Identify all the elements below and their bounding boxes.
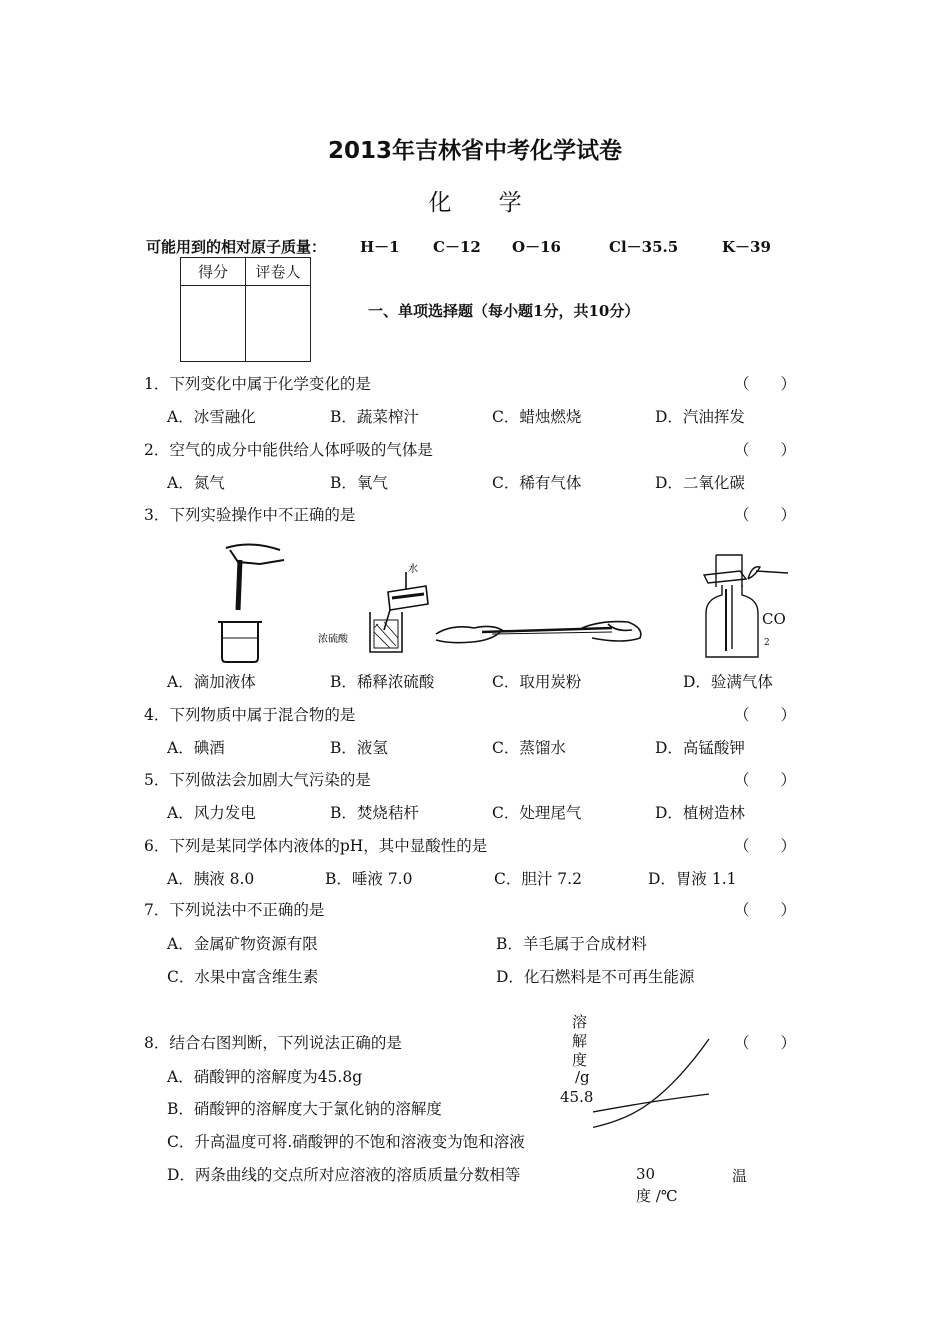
question-5-answer-paren[interactable]: （ ） xyxy=(734,771,797,789)
question-4-option-d[interactable]: D．高锰酸钾 xyxy=(655,739,745,757)
acid-label: 浓硫酸 xyxy=(318,634,348,645)
question-7-answer-paren[interactable]: （ ） xyxy=(734,901,797,919)
series-kno3-line xyxy=(593,1039,709,1127)
question-8-stem: 8．结合右图判断，下列说法正确的是 xyxy=(144,1034,402,1052)
question-3-option-a[interactable]: A．滴加液体 xyxy=(167,673,256,691)
question-8-option-c[interactable]: C．升高温度可将.硝酸钾的不饱和溶液变为饱和溶液 xyxy=(167,1133,525,1151)
question-7-option-b[interactable]: B．羊毛属于合成材料 xyxy=(496,935,647,953)
question-8-option-b[interactable]: B．硝酸钾的溶解度大于氯化钠的溶解度 xyxy=(167,1100,442,1118)
question-5-option-a[interactable]: A．风力发电 xyxy=(167,804,256,822)
atomic-mass-k: K－39 xyxy=(722,238,771,256)
atomic-mass-o: O－16 xyxy=(512,238,561,256)
question-8-option-d[interactable]: D．两条曲线的交点所对应溶液的溶质质量分数相等 xyxy=(167,1166,521,1184)
question-1-option-b[interactable]: B．蔬菜榨汁 xyxy=(330,408,419,426)
atomic-mass-c: C－12 xyxy=(433,238,481,256)
question-2-option-b[interactable]: B．氧气 xyxy=(330,474,388,492)
chart-x-tick-label: 30 xyxy=(636,1165,656,1183)
question-5-stem: 5．下列做法会加剧大气污染的是 xyxy=(144,771,371,789)
grader-cell[interactable] xyxy=(246,286,311,362)
water-label: 水 xyxy=(408,564,418,575)
question-5-option-d[interactable]: D．植树造林 xyxy=(655,804,745,822)
question-1-stem: 1．下列变化中属于化学变化的是 xyxy=(144,375,371,393)
question-7-option-d[interactable]: D．化石燃料是不可再生能源 xyxy=(496,968,695,986)
question-6-answer-paren[interactable]: （ ） xyxy=(734,837,797,855)
question-6-stem: 6．下列是某同学体内液体的pH，其中显酸性的是 xyxy=(144,837,488,855)
question-6-option-b[interactable]: B．唾液 7.0 xyxy=(325,870,413,888)
question-7-stem: 7．下列说法中不正确的是 xyxy=(144,901,325,919)
chart-xlabel-2: 度 /℃ xyxy=(636,1187,678,1205)
series-nacl-line xyxy=(593,1094,709,1112)
grader-header: 评卷人 xyxy=(246,258,311,286)
question-3-option-d[interactable]: D．验满气体 xyxy=(683,673,773,691)
question-1-option-c[interactable]: C．蜡烛燃烧 xyxy=(492,408,582,426)
question-4-option-a[interactable]: A．碘酒 xyxy=(167,739,225,757)
question-3-answer-paren[interactable]: （ ） xyxy=(734,506,797,524)
dropper-figure xyxy=(210,540,290,665)
chart-ylabel-1: 溶 xyxy=(572,1013,588,1031)
question-1-answer-paren[interactable]: （ ） xyxy=(734,375,797,393)
question-3-option-b[interactable]: B．稀释浓硫酸 xyxy=(330,673,435,691)
page-title: 2013年吉林省中考化学试卷 xyxy=(327,138,622,164)
question-2-answer-paren[interactable]: （ ） xyxy=(734,441,797,459)
question-4-answer-paren[interactable]: （ ） xyxy=(734,706,797,724)
question-8-answer-paren[interactable]: （ ） xyxy=(734,1034,797,1052)
question-3-option-c[interactable]: C．取用炭粉 xyxy=(492,673,582,691)
question-2-option-c[interactable]: C．稀有气体 xyxy=(492,474,582,492)
atomic-mass-label: 可能用到的相对原子质量： xyxy=(146,238,327,256)
co2-subscript: 2 xyxy=(764,638,770,648)
question-2-option-d[interactable]: D．二氧化碳 xyxy=(655,474,745,492)
powder-figure xyxy=(432,610,647,655)
question-4-option-b[interactable]: B．液氢 xyxy=(330,739,388,757)
question-4-option-c[interactable]: C．蒸馏水 xyxy=(492,739,566,757)
chart-ylabel-2: 解 xyxy=(572,1032,588,1050)
question-3-stem: 3．下列实验操作中不正确的是 xyxy=(144,506,356,524)
question-1-option-a[interactable]: A．冰雪融化 xyxy=(167,408,256,426)
question-2-option-a[interactable]: A．氮气 xyxy=(167,474,225,492)
section-title: 一、单项选择题（每小题1分，共10分） xyxy=(368,302,640,320)
chart-ylabel-4: /g xyxy=(575,1068,590,1086)
question-2-stem: 2．空气的成分中能供给人体呼吸的气体是 xyxy=(144,441,433,459)
atomic-mass-h: H－1 xyxy=(360,238,400,256)
question-6-option-c[interactable]: C．胆汁 7.2 xyxy=(494,870,582,888)
question-4-stem: 4．下列物质中属于混合物的是 xyxy=(144,706,356,724)
score-table xyxy=(180,257,311,362)
chart-y-tick-label: 45.8 xyxy=(560,1088,594,1106)
atomic-mass-cl: Cl－35.5 xyxy=(609,238,679,256)
co2-label: CO xyxy=(762,610,786,628)
question-8-option-a[interactable]: A．硝酸钾的溶解度为45.8g xyxy=(167,1068,363,1086)
score-header: 得分 xyxy=(181,258,246,286)
question-1-option-d[interactable]: D．汽油挥发 xyxy=(655,408,745,426)
question-6-option-a[interactable]: A．胰液 8.0 xyxy=(167,870,255,888)
question-5-option-c[interactable]: C．处理尾气 xyxy=(492,804,582,822)
question-6-option-d[interactable]: D．胃液 1.1 xyxy=(648,870,737,888)
chart-ylabel-3: 度 xyxy=(572,1051,588,1069)
gas-bottle-figure xyxy=(696,545,796,663)
question-7-option-c[interactable]: C．水果中富含维生素 xyxy=(167,968,319,986)
question-7-option-a[interactable]: A．金属矿物资源有限 xyxy=(167,935,318,953)
dilution-figure xyxy=(318,560,443,665)
chart-xlabel-1: 温 xyxy=(732,1167,748,1185)
score-cell[interactable] xyxy=(181,286,246,362)
solubility-chart xyxy=(585,1035,720,1155)
question-5-option-b[interactable]: B．焚烧秸杆 xyxy=(330,804,419,822)
subject-title: 化 学 xyxy=(428,190,542,216)
